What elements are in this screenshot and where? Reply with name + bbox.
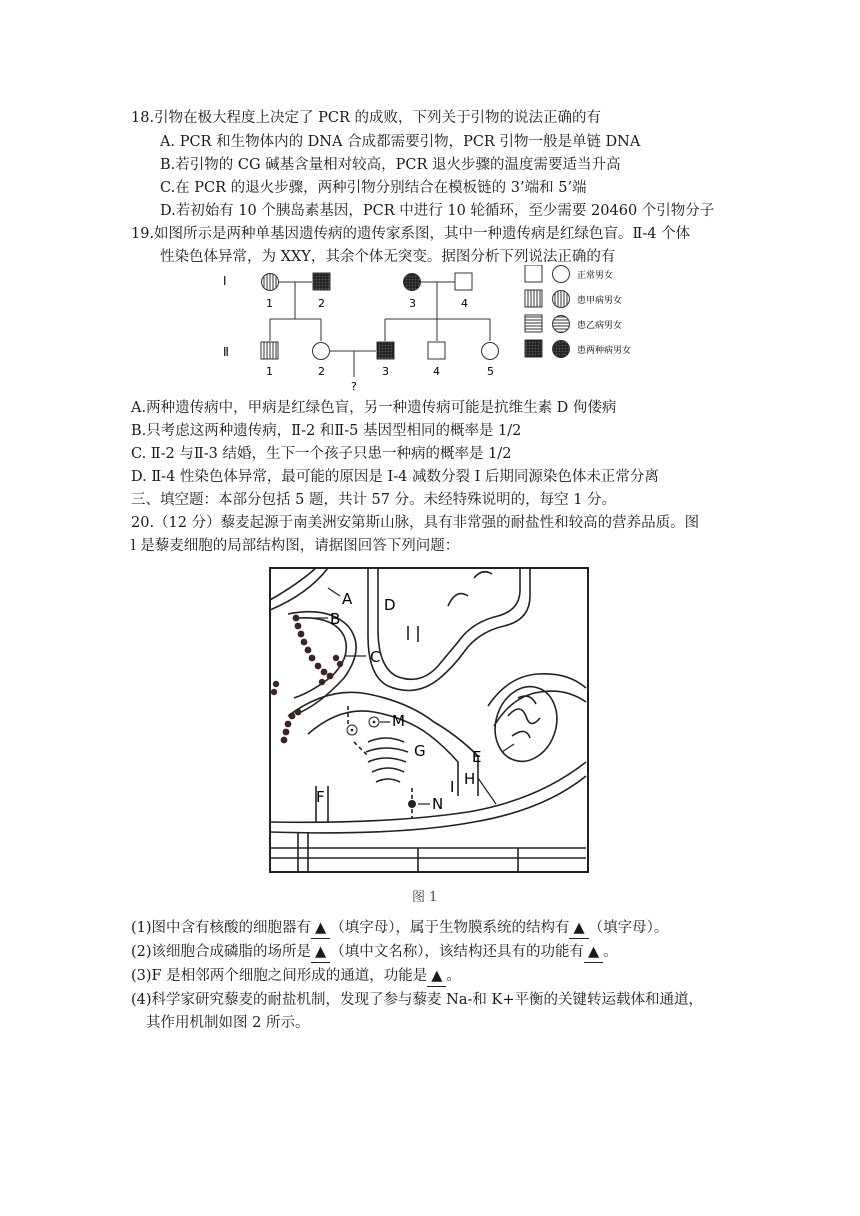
pedigree-II5-female-normal xyxy=(482,343,499,360)
pedigree-I3-number: 3 xyxy=(409,297,416,310)
q20-part4-line1: (4)科学家研究藜麦的耐盐机制，发现了参与藜麦 Na-和 K+平衡的关键转运载体和通道， xyxy=(131,992,703,1008)
pedigree-II3-male-both-diseases xyxy=(377,342,394,359)
answer-blank[interactable]: ▲ xyxy=(311,942,330,963)
label-C: C xyxy=(370,648,381,666)
label-E: E xyxy=(472,748,482,766)
gen1-label: Ⅰ xyxy=(223,274,227,288)
pedigree-child-unknown: ? xyxy=(351,380,357,393)
q19-option-b: B.只考虑这两种遗传病，Ⅱ-2 和Ⅱ-5 基因型相同的概率是 1/2 xyxy=(131,423,522,439)
q20-part1-text-a: (1)图中含有核酸的细胞器有 xyxy=(131,920,312,936)
q20-part3-text-a: (3)F 是相邻两个细胞之间形成的通道，功能是 xyxy=(131,968,428,984)
q18-stem: 18.引物在极大程度上决定了 PCR 的成败，下列关于引物的说法正确的有 xyxy=(131,110,602,126)
q20-part4-line2: 其作用机制如图 2 所示。 xyxy=(146,1015,310,1031)
answer-blank[interactable]: ▲ xyxy=(311,918,330,939)
legend-normal: 正常男女 xyxy=(577,271,614,281)
q20-stem-line2: l 是藜麦细胞的局部结构图，请据图回答下列问题： xyxy=(131,538,460,554)
q18-option-d: D.若初始有 10 个胰岛素基因，PCR 中进行 10 轮循环，至少需要 20460 个引物分子 xyxy=(160,203,715,219)
answer-blank[interactable]: ▲ xyxy=(569,918,588,939)
pedigree-I1-number: 1 xyxy=(266,297,273,310)
q20-part2 xyxy=(131,942,618,963)
pedigree-II2-female-normal xyxy=(313,343,330,360)
q20-stem-line1: 20.（12 分）藜麦起源于南美洲安第斯山脉，具有非常强的耐盐性和较高的营养品质。图 xyxy=(131,515,700,531)
pedigree-II5-number: 5 xyxy=(487,365,494,378)
pedigree-chart xyxy=(215,265,675,395)
q18-option-a: A. PCR 和生物体内的 DNA 合成都需要引物，PCR 引物一般是单链 DNA xyxy=(160,134,641,150)
section-3-heading: 三、填空题：本部分包括 5 题，共计 57 分。未经特殊说明的，每空 1 分。 xyxy=(131,492,617,508)
q20-part2-text-c: 。 xyxy=(603,944,618,960)
q19-option-d: D. Ⅱ-4 性染色体异常，最可能的原因是 I-4 减数分裂 I 后期同源染色体未正常分离 xyxy=(131,469,659,485)
legend-both-diseases: 患两种病男女 xyxy=(577,346,632,356)
q20-part2-text-a: (2)该细胞合成磷脂的场所是 xyxy=(131,944,312,960)
pedigree-I3-female-both-diseases xyxy=(404,274,421,291)
label-N: N xyxy=(432,795,444,813)
label-M: M xyxy=(392,712,405,730)
q19-option-a: A.两种遗传病中，甲病是红绿色盲，另一种遗传病可能是抗维生素 D 佝偻病 xyxy=(131,400,617,416)
label-H: H xyxy=(464,770,476,788)
label-I: I xyxy=(450,778,455,796)
q20-part3-text-b: 。 xyxy=(446,968,461,984)
q18-option-c: C.在 PCR 的退火步骤，两种引物分别结合在模板链的 3’端和 5’端 xyxy=(160,180,587,196)
pedigree-II3-number: 3 xyxy=(382,365,389,378)
q19-stem-line1: 19.如图所示是两种单基因遗传病的遗传家系图，其中一种遗传病是红绿色盲。Ⅱ-4 个体 xyxy=(131,226,691,242)
label-D: D xyxy=(384,596,396,614)
q19-option-c: C. Ⅱ-2 与Ⅱ-3 结婚，生下一个孩子只患一种病的概率是 1/2 xyxy=(131,446,512,462)
pedigree-I1-female-disease-a xyxy=(262,274,279,291)
answer-blank[interactable]: ▲ xyxy=(584,942,603,963)
pedigree-II1-male-disease-a xyxy=(261,342,278,359)
cell-structure-figure xyxy=(268,566,592,876)
label-F: F xyxy=(316,788,325,806)
label-A: A xyxy=(342,590,353,608)
pedigree-II4-male-normal xyxy=(428,342,445,359)
q20-part1-text-c: （填字母）。 xyxy=(588,920,669,936)
pedigree-II1-number: 1 xyxy=(266,365,273,378)
pedigree-II4-number: 4 xyxy=(433,365,440,378)
pedigree-I4-male-normal xyxy=(455,273,472,290)
legend-disease-a: 患甲病男女 xyxy=(577,296,623,306)
q20-part1-text-b: （填字母），属于生物膜系统的结构有 xyxy=(330,920,570,936)
q19-stem-line2: 性染色体异常，为 XXY，其余个体无突变。据图分析下列说法正确的有 xyxy=(160,249,616,265)
q20-part1 xyxy=(131,918,668,939)
gen2-label: Ⅱ xyxy=(223,345,229,359)
pedigree-I2-male-both-diseases xyxy=(313,273,330,290)
pedigree-I2-number: 2 xyxy=(318,297,325,310)
q20-part2-text-b: （填中文名称），该结构还具有的功能有 xyxy=(330,944,584,960)
label-B: B xyxy=(330,610,341,628)
q18-option-b: B.若引物的 CG 碱基含量相对较高，PCR 退火步骤的温度需要适当升高 xyxy=(160,157,621,173)
label-G: G xyxy=(414,742,426,760)
figure-1-caption: 图 1 xyxy=(412,890,438,905)
pedigree-II2-number: 2 xyxy=(318,365,325,378)
q20-part3 xyxy=(131,966,461,987)
pedigree-I4-number: 4 xyxy=(461,297,468,310)
answer-blank[interactable]: ▲ xyxy=(427,966,446,987)
legend-disease-b: 患乙病男女 xyxy=(577,321,623,331)
